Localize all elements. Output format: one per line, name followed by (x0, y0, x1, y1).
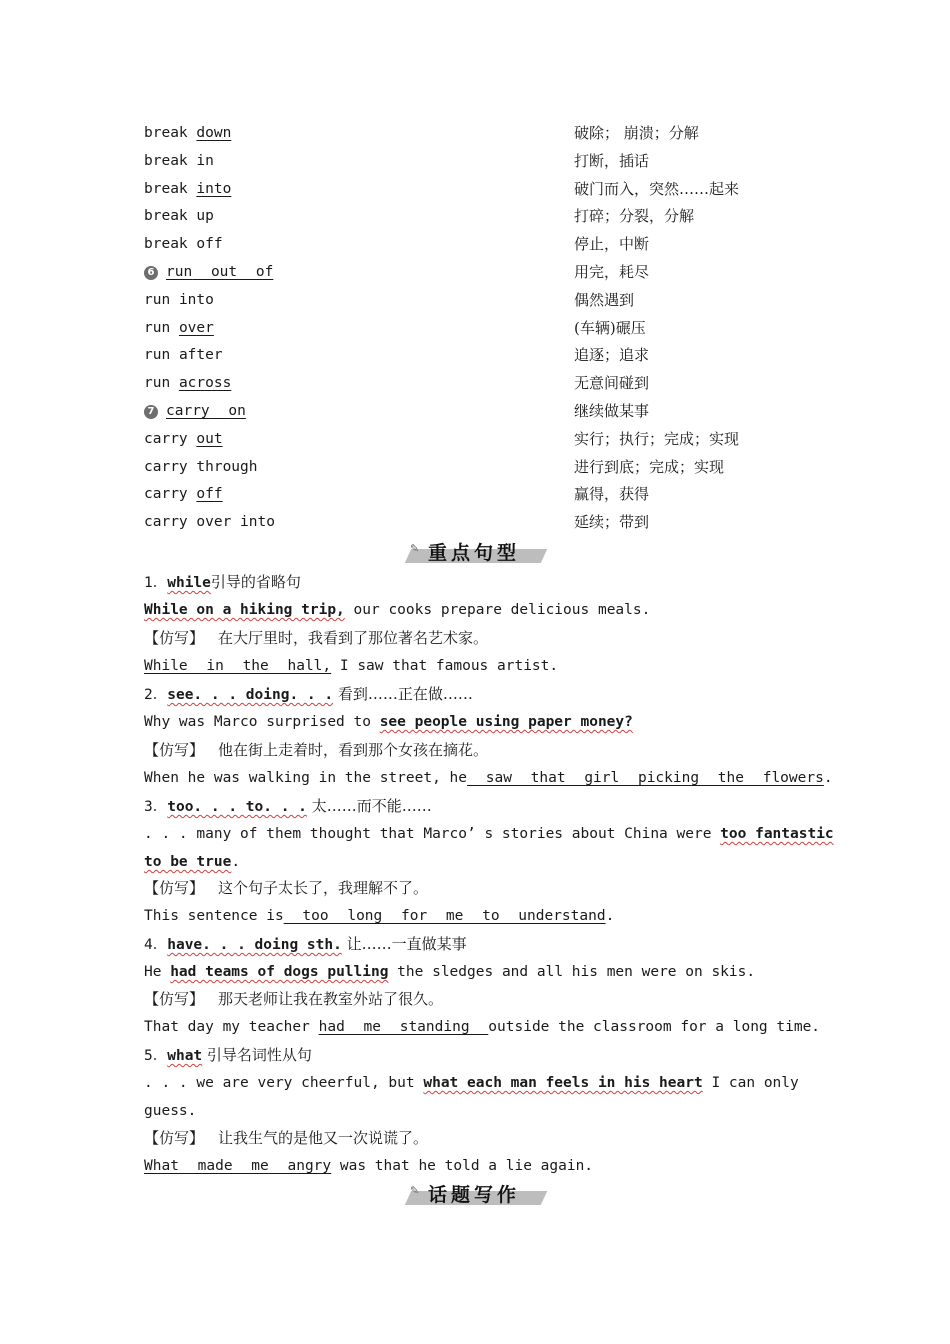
example-sentence: . . . we are very cheerful, but what each man feels in his heart I can only (144, 1075, 799, 1091)
phrase-meaning: (车辆)碾压 (574, 318, 646, 337)
pencil-icon: ✎ (410, 1184, 420, 1197)
phrase-text (144, 258, 273, 286)
phrase-text (144, 425, 223, 453)
phrase-meaning: 破门而入，突然……起来 (574, 179, 740, 198)
phrase-meaning: 进行到底；完成；实现 (574, 457, 725, 476)
phrase-meaning: 打碎；分裂，分解 (574, 207, 695, 226)
phrase-particle: after (178, 347, 223, 364)
phrase-text (144, 453, 258, 481)
phrase-verb: carry (144, 430, 188, 447)
phrase-meaning: 继续做某事 (574, 402, 650, 420)
phrase-meaning: 打断，插话 (574, 151, 650, 170)
pattern-heading: 5．what 引导名词性从句 (144, 1046, 312, 1064)
imitation-answer: When he was walking in the street, he saw that girl picking the flowers. (144, 770, 833, 786)
imitation-answer: What made me angry was that he told a lie again. (144, 1158, 594, 1174)
phrase-particle: off (196, 486, 223, 503)
phrase-verb: break (144, 152, 188, 169)
phrase-text (144, 286, 214, 314)
example-sentence: He had teams of dogs pulling the sledges and all his men were on skis. (144, 964, 756, 980)
phrase-text (144, 341, 223, 369)
phrase-particle: out of (210, 264, 274, 280)
phrase-meaning: 追逐；追求 (574, 346, 650, 365)
imitation-answer: That day my teacher had me standing outside the classroom for a long time. (144, 1019, 821, 1035)
pattern-heading: 2．see. . . doing. . . 看到……正在做…… (144, 685, 473, 703)
phrase-particle: over into (196, 514, 275, 531)
section-title: 话题写作 (428, 1184, 521, 1206)
section-title: 重点句型 (428, 542, 521, 564)
phrase-verb: carry (144, 458, 188, 475)
phrase-particle: over (178, 319, 214, 336)
phrase-meaning: 赢得，获得 (574, 485, 650, 504)
imitation-prompt: 【仿写】 在大厅里时，我看到了那位著名艺术家。 (144, 629, 489, 647)
phrase-meaning: 偶然遇到 (574, 290, 635, 309)
phrase-verb: carry (166, 403, 210, 419)
phrase-particle: into (178, 291, 214, 308)
imitation-prompt: 【仿写】 这个句子太长了，我理解不了。 (144, 879, 429, 897)
example-sentence: While on a hiking trip, our cooks prepare delicious meals. (144, 602, 651, 618)
phrase-verb: run (144, 375, 171, 392)
example-sentence-continued: guess. (144, 1103, 197, 1119)
imitation-answer: This sentence is too long for me to understand. (144, 908, 615, 924)
phrase-particle: across (178, 375, 232, 392)
pattern-heading: 1．while引导的省略句 (144, 573, 301, 591)
imitation-prompt: 【仿写】 他在街上走着时，看到那个女孩在摘花。 (144, 741, 489, 759)
phrase-particle: in (196, 152, 214, 169)
pencil-icon: ✎ (410, 542, 420, 555)
phrase-text (144, 508, 275, 536)
phrase-text (144, 314, 214, 342)
phrase-text (144, 230, 223, 258)
phrase-text (144, 202, 214, 230)
imitation-prompt: 【仿写】 那天老师让我在教室外站了很久。 (144, 990, 444, 1008)
phrase-text (144, 119, 231, 147)
section-heading-key-sentences (408, 540, 544, 566)
phrase-verb: carry (144, 486, 188, 503)
phrase-particle: off (196, 236, 223, 253)
pattern-heading: 4．have. . . doing sth. 让……一直做某事 (144, 935, 467, 953)
phrase-particle: into (196, 180, 232, 197)
phrase-verb: run (166, 264, 193, 280)
example-sentence-continued: to be true. (144, 854, 241, 870)
phrase-meaning: 实行；执行；完成；实现 (574, 429, 740, 448)
phrase-text (144, 147, 214, 175)
phrase-text (144, 480, 223, 508)
phrase-particle: through (196, 458, 258, 475)
phrase-particle: up (196, 208, 214, 225)
pattern-heading: 3．too. . . to. . . 太……而不能…… (144, 797, 432, 815)
item-number-badge: 6 (144, 266, 158, 280)
phrase-particle: on (228, 403, 246, 419)
phrase-meaning: 无意间碰到 (574, 374, 650, 393)
example-sentence: . . . many of them thought that Marco’ s stories about China were too fantastic (144, 826, 834, 842)
phrase-particle: out (196, 430, 223, 447)
phrase-text (144, 369, 231, 397)
phrase-verb: break (144, 180, 188, 197)
phrase-verb: break (144, 208, 188, 225)
phrase-meaning: 破除； 崩溃；分解 (574, 124, 699, 142)
phrase-particle: down (196, 125, 232, 141)
section-heading-topic-writing (408, 1182, 544, 1208)
example-sentence: Why was Marco surprised to see people using paper money? (144, 714, 633, 730)
phrase-verb: run (144, 291, 171, 308)
phrase-meaning: 用完，耗尽 (574, 263, 650, 281)
item-number-badge: 7 (144, 405, 158, 419)
phrase-verb: break (144, 125, 188, 141)
phrase-text (144, 397, 246, 425)
phrase-meaning: 停止，中断 (574, 235, 650, 254)
phrase-verb: run (144, 319, 171, 336)
imitation-prompt: 【仿写】 让我生气的是他又一次说谎了。 (144, 1129, 429, 1147)
phrase-text (144, 175, 231, 203)
phrase-verb: carry (144, 514, 188, 531)
phrase-meaning: 延续；带到 (574, 513, 650, 532)
phrase-verb: run (144, 347, 171, 364)
imitation-answer: While in the hall, I saw that famous artist. (144, 658, 559, 674)
phrase-verb: break (144, 236, 188, 253)
